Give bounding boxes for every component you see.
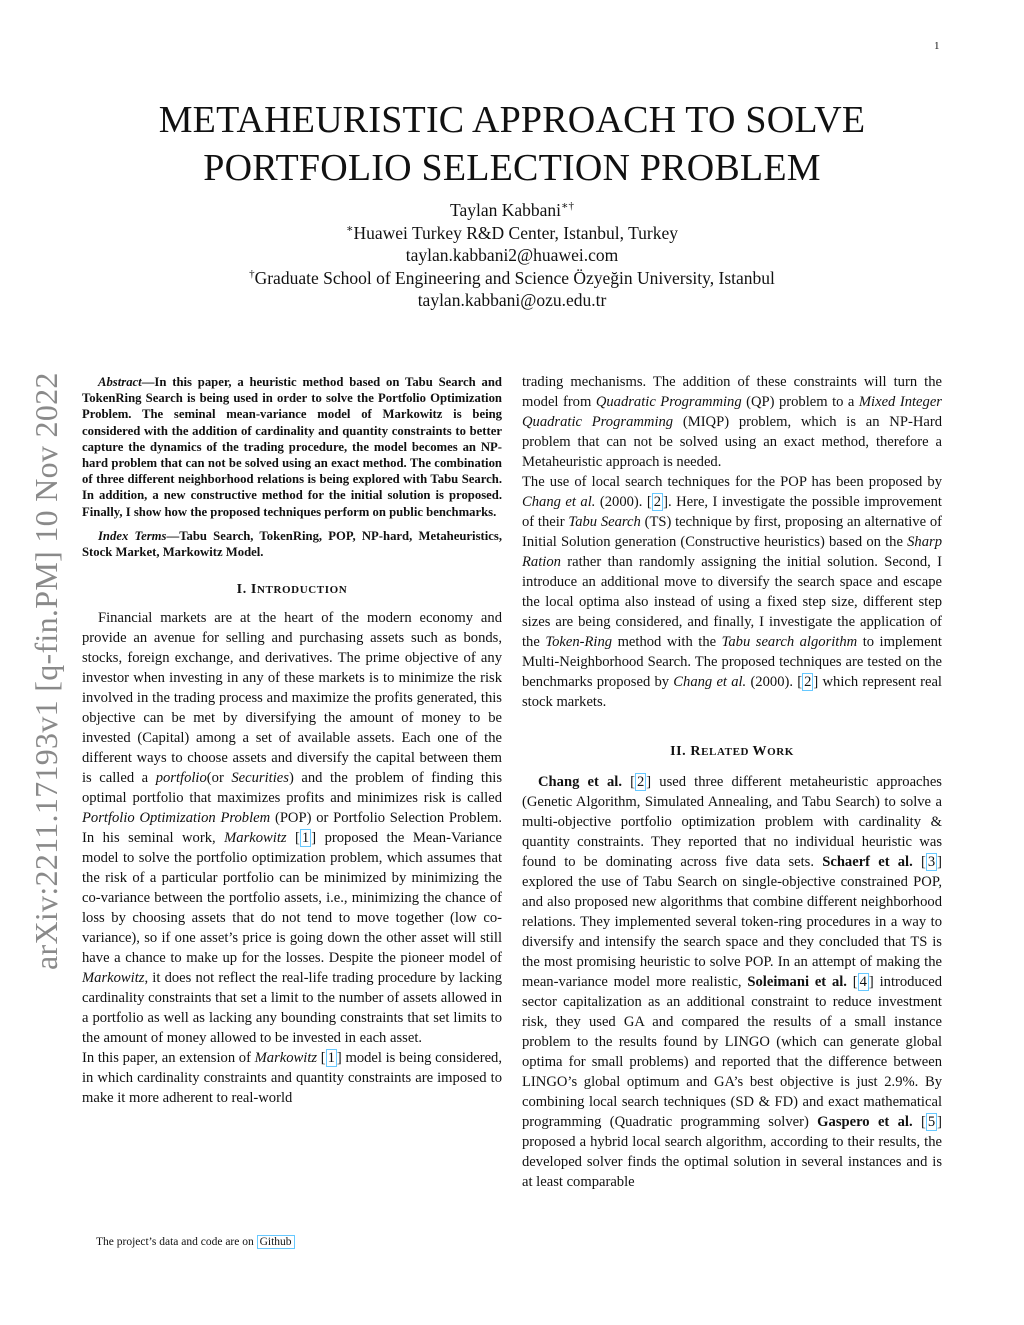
text: to implement Multi-Neighborhood Search. The proposed techniques are tested on the benchmarks proposed by: [522, 634, 942, 690]
section-heading-related-work: [522, 742, 942, 762]
section2-rest-1: ELATED: [701, 746, 753, 758]
section2-numeral: II.: [670, 744, 691, 759]
related-work-paragraph: Chang et al. [ 2 ] used three different metaheuristic approaches (Genetic Algorithm, Simulated Annealing, and Tabu Search) to solve a multi-objective portfolio optimization problem with cardinality & quantity constraints. They reported that no individual heuristic was found to be dominating across five data sets. Schaerf et al. [ 3 ] explored the use of Tabu Search on single-objective constrained POP, and also proposed new algorithms that combine different neighborhood relations. They implemented several token-ring procedures in a way to diversify and intensify the search space and they concluded that TS is the most promising heuristic to solve POP. In an attempt of making the mean-variance model more realistic, Soleimani et al. [ 4 ] introduced sector capitalization as an additional constraint to reduce investment risk, they used GA and compared the results of a small instance problem to the results found by LINGO (which can generate global optima for small problems) and reported that the difference between LINGO’s global optimum and GA’s best objective is just 2.9%. By combining local search techniques (SD & FD) and exact mathematical programming (Quadratic programming solver) Gaspero et al. [ 5 ] proposed a hybrid local search algorithm, according to their results, the developed solver finds the optimal solution in several instances and is at least comparable: [522, 774, 943, 1190]
affiliation-1: [150, 222, 874, 245]
term: Chang et al.: [522, 494, 596, 510]
text: . Here, I investigate the possible improvement of their: [522, 494, 942, 530]
section2-letter-2: W: [752, 744, 768, 759]
footnote: [96, 1236, 295, 1248]
text: introduced sector capitalization as an additional constraint to reduce investment risk, they used GA and compared the results of a small instance problem to the results found by LINGO (which can generate global optima for small problems) and reported that the difference between LINGO’s global optimum and GA’s best objective is just 2.9%. By combining local search techniques (SD & FD) and exact mathematical programming (Quadratic programming solver): [522, 974, 943, 1130]
author-ref: Soleimani et al.: [747, 974, 847, 990]
section1-rest: NTRODUCTION: [256, 584, 348, 597]
section-heading-introduction: [82, 580, 502, 600]
text: (POP) or Portfolio Selection Problem. In his seminal work,: [82, 810, 502, 847]
email-1: taylan.kabbani2@huawei.com: [405, 245, 619, 265]
text: which represent real stock markets.: [522, 674, 942, 710]
affiliation-2: [150, 267, 874, 290]
intro-paragraph-1: Financial markets are at the heart of the modern economy and provide an avenue for selling and purchasing assets such as bonds, stocks, foreign exchange, and derivatives. The prime objective of any investor when investing in any of these markets is to minimize the risk involved in the trading process and maximize the profits generated, this objective can be met by diversifying the amount of money to be invested (Capital) among a set of available assets. Each one of the different ways to choose assets and diversify the capital between them is called a portfolio(or Securities) and the problem of finding this optimal portfolio that maximizes profits and minimizes risk is called Portfolio Optimization Problem (POP) or Portfolio Selection Problem. In his seminal work, Markowitz [ 1 ] proposed the Mean-Variance model to solve the portfolio optimization problem, which assumes that the risk of a particular portfolio can be minimized by minimizing the co-variance between the portfolio assets, i.e., minimizing the chance of loss by choosing assets that do not tend to move together (low co-variance), so if one asset’s price is going down the other asset will still have a chance to make up for the losses. Despite the pioneer model of Markowitz, it does not reflect the real-life trading procedure by lacking cardinality constraints that set a limit to the number of assets allowed in a portfolio as well as lacking any bounding constraints that set limits to the amount of money allowed to be invested in each asset.: [82, 610, 503, 1047]
aff1-text: Huawei Turkey R&D Center, Istanbul, Turkey: [353, 222, 678, 243]
text: (2000).: [746, 674, 798, 690]
author-marks: ∗†: [561, 200, 574, 213]
github-link[interactable]: Github: [257, 1235, 295, 1249]
intro-paragraph-4: The use of local search techniques for the POP has been proposed by Chang et al. (2000). [ 2 ]. Here, I investigate the possible improvement of their Tabu Search (TS) technique by first, proposing an alternative of Initial Solution generation (Constructive heuristics) based on the Sharp Ration rather than randomly assigning the initial solution. Second, I introduce an additional move to diversify the search space and escape the local optima also instead of using a fixed step size, different step sizes are being considered, and finally, I investigate the application of the Token-Ring method with the Tabu search algorithm to implement Multi-Neighborhood Search. The proposed techniques are tested on the benchmarks proposed by Chang et al. (2000). [ 2 ] which represent real stock markets.: [522, 474, 942, 710]
text: method with the: [612, 634, 722, 650]
section2-rest-2: ORK: [767, 746, 794, 758]
term: Markowitz: [224, 830, 287, 847]
paper-title: [100, 96, 924, 192]
citation-link[interactable]: 3: [927, 854, 936, 870]
section1-numeral: I.: [236, 582, 251, 598]
author-block: [150, 199, 874, 312]
term: Tabu search algorithm: [721, 634, 858, 650]
term: Tabu Search: [568, 514, 641, 530]
text: used three different metaheuristic approaches (Genetic Algorithm, Simulated Annealing, and Tabu Search) to solve a multi-objective portfolio optimization problem with cardinality & quantity constraints. They reported that no individual heuristic was found to be dominating across five data sets.: [522, 774, 942, 870]
author-name: Taylan Kabbani: [449, 200, 562, 220]
text: Financial markets are at the heart of the modern economy and provide an avenue for selling and purchasing assets such as bonds, stocks, foreign exchange, and derivatives. The prime objective of any investor when investing in any of these markets is to minimize the risk involved in the trading process and maximize the profits generated, this objective can be met by diversifying the amount of money to be invested (Capital) among a set of available assets. Each one of the different ways to choose assets and diversify the capital between them is called a: [82, 610, 502, 787]
page-number: 1: [934, 40, 940, 52]
text: (2000).: [595, 494, 647, 510]
index-terms: [82, 528, 502, 560]
text: proposed the Mean-Variance model to solve the portfolio optimization problem, which assumes that the risk of a particular portfolio can be minimized by minimizing the co-variance between the portfolio assets, i.e., minimizing the chance of loss by choosing assets that do not tend to move together (low co-variance), so if one asset’s price is going down the other asset will still have a chance to make up for the losses. Despite the pioneer model of: [82, 830, 502, 967]
arxiv-stamp: arXiv:2211.17193v1 [q-fin.PM] 10 Nov 2022: [28, 372, 64, 970]
author-ref: Schaerf et al.: [822, 854, 913, 870]
term: Quadratic Programming: [595, 394, 742, 410]
intro-paragraph-3: [522, 372, 942, 472]
title-line-1: METAHEURISTIC APPROACH TO SOLVE: [158, 99, 866, 141]
citation-link[interactable]: 5: [927, 1114, 936, 1130]
footnote-text: The project’s data and code are on: [96, 1236, 257, 1248]
aff2-mark: †: [249, 267, 255, 280]
author-ref: Gaspero et al.: [817, 1114, 913, 1130]
abstract: [82, 374, 502, 520]
abstract-label: Abstract: [98, 375, 142, 389]
citation-link[interactable]: 1: [327, 1050, 335, 1067]
term: Sharp Ration: [522, 534, 942, 570]
section1-first-letter: I: [250, 582, 257, 598]
title-line-2: PORTFOLIO SELECTION PROBLEM: [203, 147, 821, 189]
term: Mixed Integer Quadratic Programming: [522, 394, 942, 430]
right-column: [522, 372, 942, 1192]
intro-paragraph-2: In this paper, an extension of Markowitz [ 1 ] model is being considered, in which cardinality constraints and quantity constraints are imposed to make it more adherent to real-world: [82, 1050, 503, 1107]
index-terms-label: Index Terms: [98, 528, 167, 543]
text: rather than randomly assigning the initial solution. Second, I introduce an additional move to diversify the search space and escape the local optima also instead of using a fixed step size, different step sizes are being considered, and finally, I investigate the application of the: [522, 554, 942, 650]
term: Markowitz: [82, 970, 145, 987]
text: , it does not reflect the real-life trading procedure by lacking cardinality constraints that set a limit to the number of assets allowed in a portfolio as well as lacking any bounding constraints that set limits to the amount of money allowed to be invested in each asset.: [82, 970, 502, 1047]
author-ref: Chang et al.: [538, 774, 622, 790]
section2-letter-1: R: [690, 744, 702, 759]
text: explored the use of Tabu Search on single-objective constrained POP, and also proposed new algorithms that combine different neighborhood relations. They implemented several token-ring procedures in a way to diversify and intensify the search space and they concluded that TS is the most promising heuristic to solve POP. In an attempt of making the mean-variance model more realistic,: [522, 874, 942, 990]
text: In this paper, an extension of: [82, 1050, 255, 1067]
abstract-text: —In this paper, a heuristic method based on Tabu Search and TokenRing Search is being used in order to solve the Portfolio Optimization Problem. The seminal mean-variance model of Markowitz is being considered with the addition of cardinality and quantity constraints to better capture the dynamics of the trading procedure, the model becomes an NP-hard problem that can not be solved using an exact method. The combination of three different neighborhood relations is being explored with Tabu Search. In addition, a new constructive method for the initial solution is proposed. Finally, I show how the proposed techniques perform on public benchmarks.: [82, 375, 502, 519]
email-2: taylan.kabbani@ozu.edu.tr: [417, 290, 607, 310]
left-column: [82, 374, 502, 1108]
aff1-mark: ∗: [346, 222, 354, 235]
term: Markowitz: [254, 1050, 318, 1067]
text: ) and the problem of finding this optimal portfolio that maximizes profits and minimizes risk is called: [82, 770, 503, 807]
text: The use of local search techniques for the POP has been proposed by: [522, 474, 942, 490]
citation-link[interactable]: 2: [804, 674, 812, 690]
text: trading mechanisms. The addition of these constraints will turn the model from: [522, 374, 942, 410]
term: portfolio: [155, 770, 207, 787]
term: Chang et al.: [673, 674, 747, 690]
text: proposed a hybrid local search algorithm, according to their results, the developed solver finds the optimal solution in several instances and is at least comparable: [522, 1134, 942, 1190]
term: Token-Ring: [545, 634, 613, 650]
term: Portfolio Optimization Problem: [82, 810, 271, 827]
index-terms-text: —Tabu Search, TokenRing, POP, NP-hard, Metaheuristics, Stock Market, Markowitz Model.: [82, 528, 503, 560]
citation-link[interactable]: 2: [636, 774, 645, 790]
text: (TS) technique by first, proposing an alternative of Initial Solution generation (Constructive heuristics) based on the: [522, 514, 942, 550]
citation-link[interactable]: 2: [653, 494, 662, 510]
text: (MIQP) problem, which is an NP-Hard problem that can not be solved using an exact method, therefore a Metaheuristic approach is needed.: [522, 414, 942, 470]
citation-link[interactable]: 1: [301, 830, 310, 847]
aff2-text: Graduate School of Engineering and Science Özyeğin University, Istanbul: [254, 267, 775, 288]
citation-link[interactable]: 4: [859, 974, 867, 990]
text: (or: [206, 770, 232, 787]
text: model is being considered, in which cardinality constraints and quantity constraints are imposed to make it more adherent to real-world: [82, 1050, 503, 1107]
term: Securities: [231, 770, 289, 787]
text: (QP) problem to a: [741, 394, 859, 410]
author-line: [150, 199, 874, 222]
